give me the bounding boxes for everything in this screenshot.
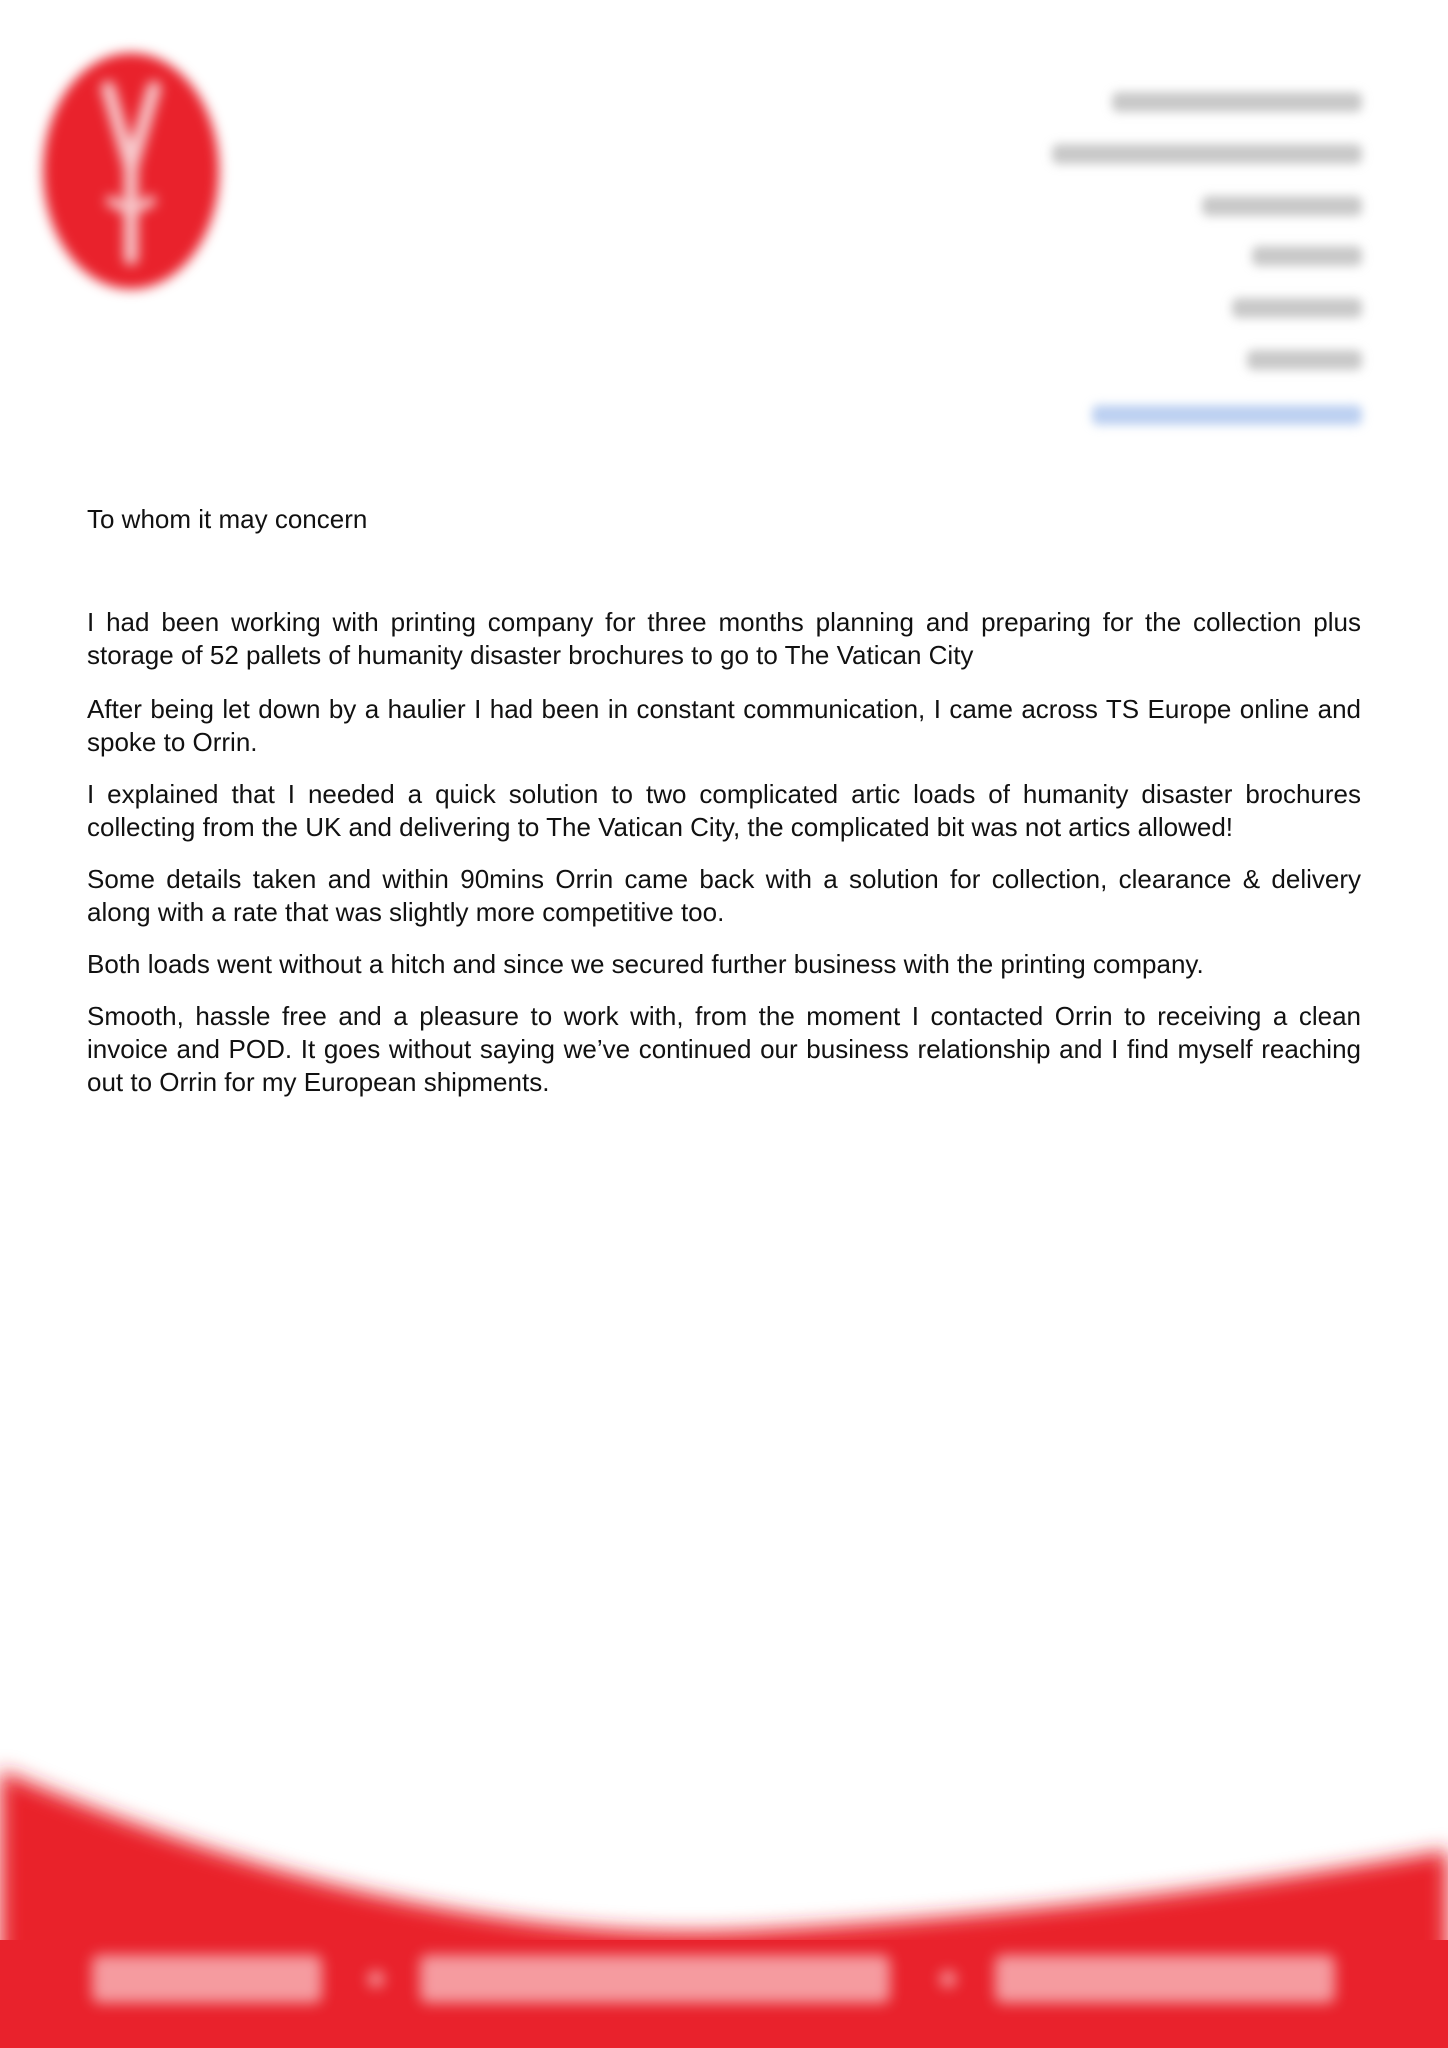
letter-paragraph-5: Both loads went without a hitch and since we secured further business with the printing company. [87,949,1204,979]
footer-services-strip [0,1955,1448,2015]
letter-paragraph-3: I explained that I needed a quick solution to two complicated artic loads of humanity disaster brochures collecting from the UK and delivering to The Vatican City, the complicated bit was not artics allowed! [87,779,1361,842]
letter-paragraph-1: I had been working with printing company for three months planning and preparing for the collection plus storage of 52 pallets of humanity disaster brochures to go to The Vatican City [87,607,1361,670]
letter-paragraph-4: Some details taken and within 90mins Orrin came back with a solution for collection, clearance & delivery along with a rate that was slightly more competitive too. [87,864,1361,927]
letter-paragraph-6: Smooth, hassle free and a pleasure to work with, from the moment I contacted Orrin to receiving a clean invoice and POD. It goes without saying we’ve continued our business relationship and I find myself reaching out to Orrin for my European shipments. [87,1001,1361,1097]
salutation: To whom it may concern [87,504,368,534]
letter-paragraph-2: After being let down by a haulier I had been in constant communication, I came across TS Europe online and spoke to Orrin. [87,694,1361,757]
sender-email-link[interactable] [1092,405,1362,425]
company-logo-icon [38,48,224,294]
